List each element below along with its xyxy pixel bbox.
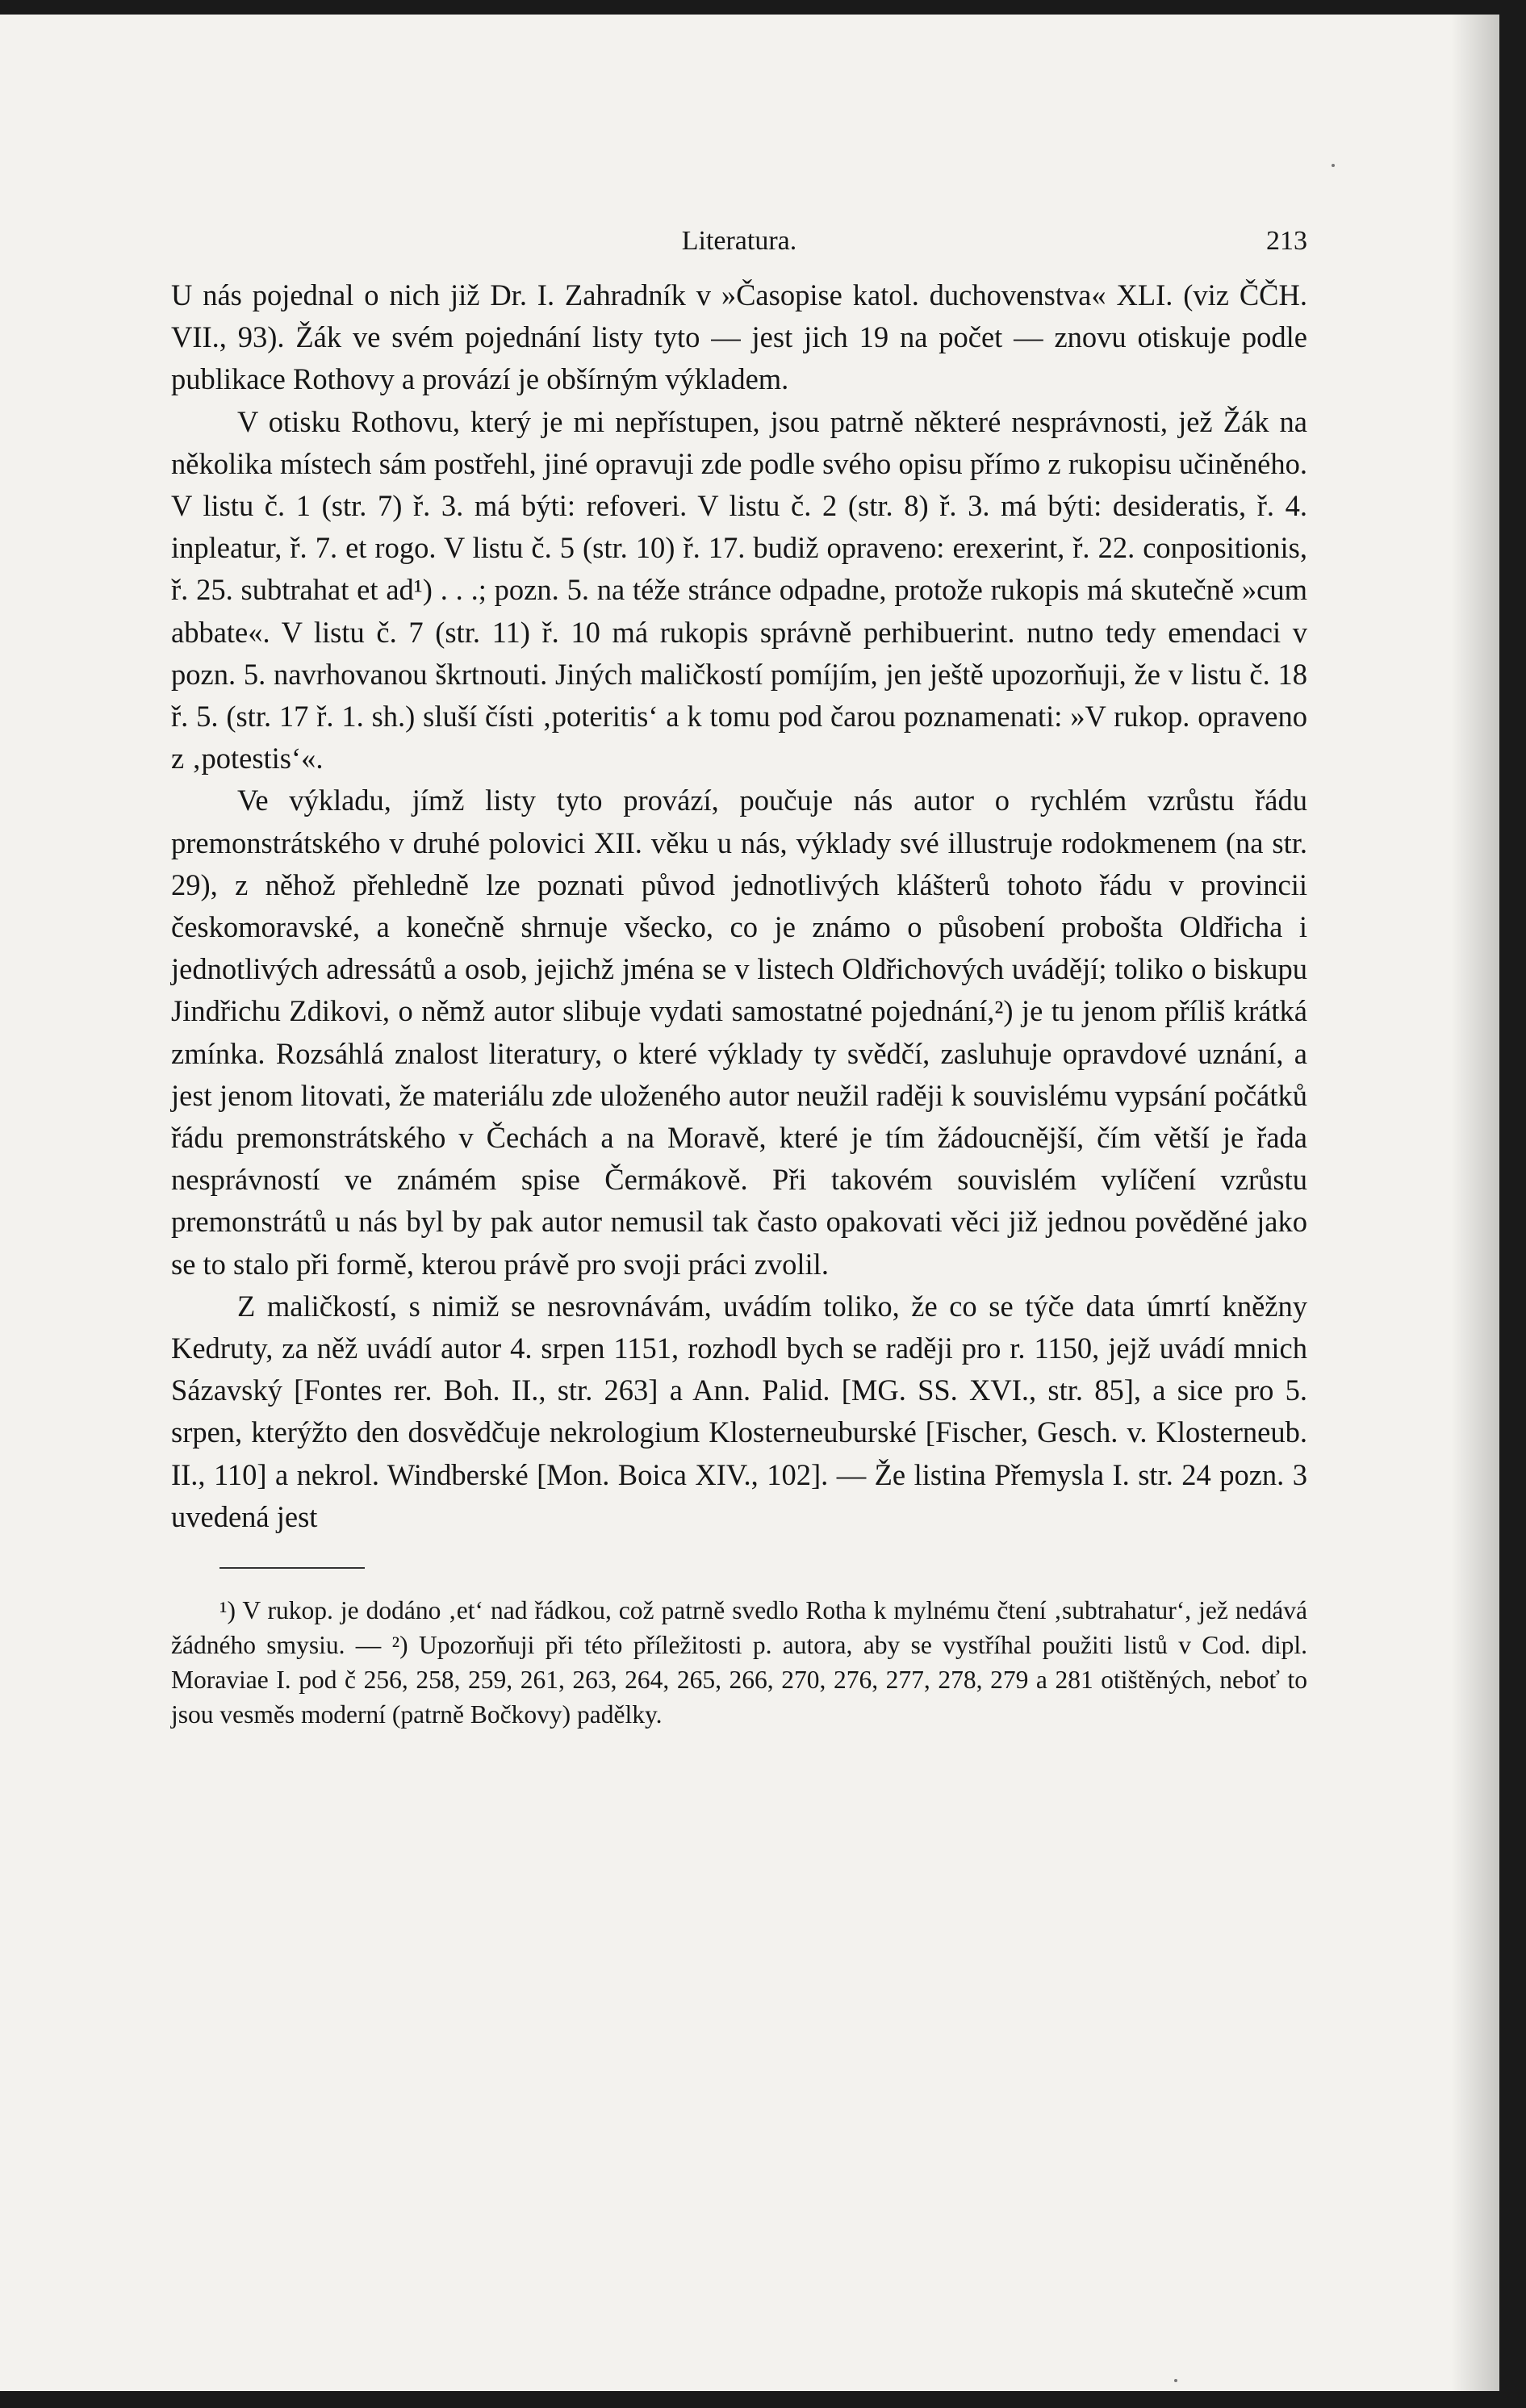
- body-text: [171, 274, 1307, 1538]
- page-content: [171, 226, 1307, 1732]
- scanned-page: [0, 15, 1499, 2391]
- footnotes: [171, 1593, 1307, 1732]
- paragraph: U nás pojednal o nich již Dr. I. Zahradník v »Časopise katol. duchovenstva« XLI. (viz ČČH. VII., 93). Žák ve svém pojednání listy tyto — jest jich 19 na počet — znovu otiskuje podle publikace Rothovy a provází je obšírným výkladem.: [171, 278, 1307, 396]
- paragraph: Z maličkostí, s nimiž se nesrovnávám, uvádím toliko, že co se týče data úmrtí kněžny Kedruty, za něž uvádí autor 4. srpen 1151, rozhodl bych se raději pro r. 1150, jejž uvádí mnich Sázavský [Fontes rer. Boh. II., str. 263] a Ann. Palid. [MG. SS. XVI., str. 85], a sice pro 5. srpen, kterýžto den dosvědčuje nekrologium Klosterneuburské [Fischer, Gesch. v. Klosterneub. II., 110] a nekrol. Windberské [Mon. Boica XIV., 102]. — Že listina Přemysla I. str. 24 pozn. 3 uvedená jest: [171, 1289, 1307, 1533]
- scan-speck: [1174, 2379, 1177, 2382]
- running-header: [171, 226, 1307, 274]
- footnote-text: ¹) V rukop. je dodáno ‚et‘ nad řádkou, což patrně svedlo Rotha k mylnému čtení ‚subtrahatur‘, jež nedává žádného smysiu. — ²) Upozorňuji při této příležitosti p. autora, aby se vystříhal použiti listů v Cod. dipl. Moraviae I. pod č 256, 258, 259, 261, 263, 264, 265, 266, 270, 276, 277, 278, 279 a 281 otištěných, neboť to jsou vesměs moderní (patrně Bočkovy) padělky.: [171, 1596, 1307, 1729]
- paragraph: V otisku Rothovu, který je mi nepřístupen, jsou patrně některé nesprávnosti, jež Žák na několika místech sám postřehl, jiné opravuji zde podle svého opisu přímo z rukopisu učiněného. V listu č. 1 (str. 7) ř. 3. má býti: refoveri. V listu č. 2 (str. 8) ř. 3. má býti: desideratis, ř. 4. inpleatur, ř. 7. et rogo. V listu č. 5 (str. 10) ř. 17. budiž opraveno: erexerint, ř. 22. conpositionis, ř. 25. subtrahat et ad¹) . . .; pozn. 5. na téže stránce odpadne, protože rukopis má skutečně »cum abbate«. V listu č. 7 (str. 11) ř. 10 má rukopis správně perhibuerint. nutno tedy emendaci v pozn. 5. navrhovanou škrtnouti. Jiných maličkostí pomíjím, jen ještě upozorňuji, že v listu č. 18 ř. 5. (str. 17 ř. 1. sh.) sluší čísti ‚poteritis‘ a k tomu pod čarou poznamenati: »V rukop. opraveno z ‚potestis‘«.: [171, 404, 1307, 775]
- paragraph: Ve výkladu, jímž listy tyto provází, poučuje nás autor o rychlém vzrůstu řádu premonstrátského v druhé polovici XII. věku u nás, výklady své illustruje rodokmenem (na str. 29), z něhož přehledně lze poznati původ jednotlivých klášterů tohoto řádu v provincii českomoravské, a konečně shrnuje všecko, co je známo o působení probošta Oldřicha i jednotlivých adressátů a osob, jejichž jména se v listech Oldřichových uvádějí; toliko o biskupu Jindřichu Zdikovi, o němž autor slibuje vydati samostatné pojednání,²) je tu jenom příliš krátká zmínka. Rozsáhlá znalost literatury, o které výklady ty svědčí, zasluhuje opravdové uznání, a jest jenom litovati, že materiálu zde uloženého autor neužil raději k souvislému vypsání počátků řádu premonstrátského v Čechách a na Moravě, které je tím žádoucnější, čím větší je řada nesprávností ve známém spise Čermákově. Při takovém souvislém vylíčení vzrůstu premonstrátů u nás byl by pak autor nemusil tak často opakovati věci již jednou pověděné jako se to stalo při formě, kterou právě pro svoji práci zvolil.: [171, 784, 1307, 1281]
- scan-speck: [1332, 164, 1335, 167]
- footnote-divider: [219, 1567, 365, 1569]
- running-title: Literatura.: [681, 226, 797, 256]
- page-number: 213: [1266, 226, 1307, 256]
